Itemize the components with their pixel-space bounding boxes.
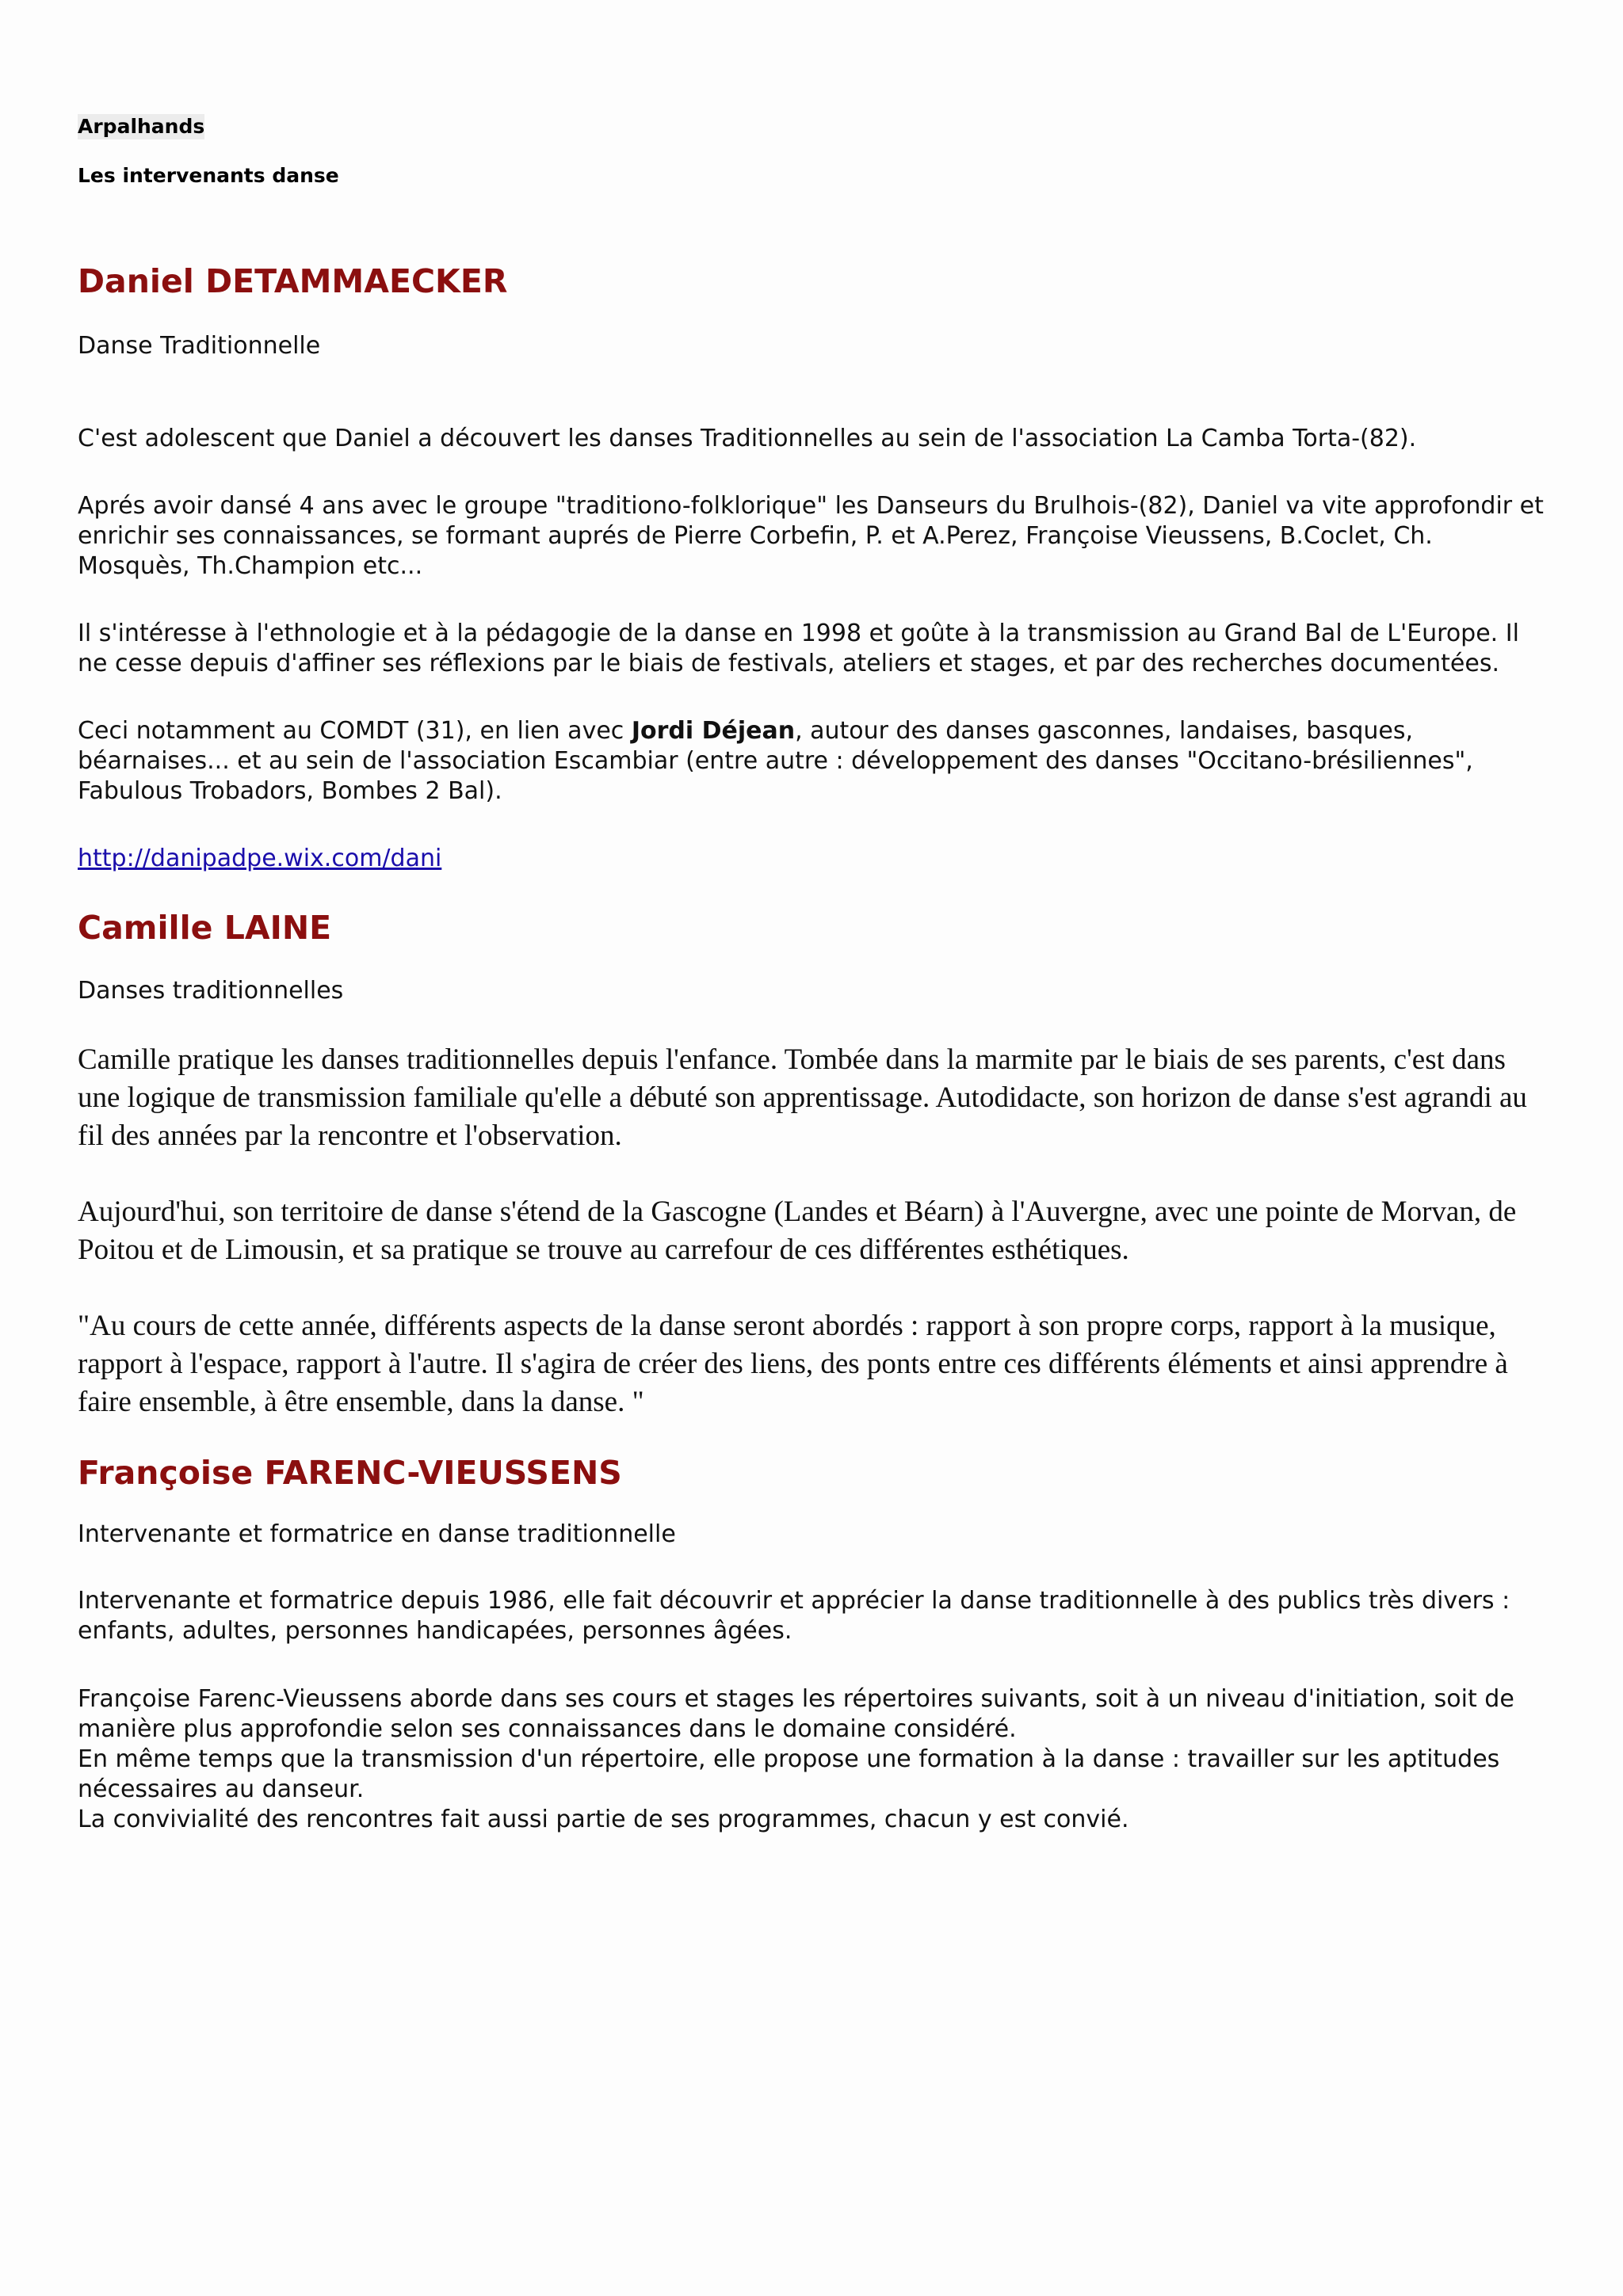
site-name-row bbox=[78, 114, 1552, 139]
person-role: Intervenante et formatrice en danse traditionnelle bbox=[78, 1520, 676, 1548]
paragraph: Il s'intéresse à l'ethnologie et à la pédagogie de la danse en 1998 et goûte à la transmission au Grand Bal de L'Europe. Il ne cesse depuis d'affiner ses réflexions par le biais de festivals, ateliers et stages, et par des recherches documentées. bbox=[78, 620, 1519, 677]
paragraph-text: , autour des danses gasconnes, landaises, basques, béarnaises... et au sein de l'association Escambiar (entre autre : développement des danses "Occitano-brésiliennes", Fabulous Trobadors, Bombes 2 Bal). bbox=[78, 717, 1473, 805]
intervenant-camille bbox=[78, 908, 1552, 1421]
bold-name: Jordi Déjean bbox=[631, 717, 796, 745]
person-name: Françoise FARENC-VIEUSSENS bbox=[78, 1454, 622, 1492]
paragraph: Intervenante et formatrice depuis 1986, elle fait découvrir et apprécier la danse traditionnelle à des publics très divers : enfants, adultes, personnes handicapées, personnes âgées. bbox=[78, 1587, 1510, 1645]
person-name: Daniel DETAMMAECKER bbox=[78, 262, 508, 300]
person-name: Camille LAINE bbox=[78, 909, 332, 947]
paragraph: La convivialité des rencontres fait aussi partie de ses programmes, chacun y est convié. bbox=[78, 1806, 1129, 1833]
paragraph: C'est adolescent que Daniel a découvert les danses Traditionnelles au sein de l'association La Camba Torta-(82). bbox=[78, 425, 1417, 452]
paragraph: Aujourd'hui, son territoire de danse s'étend de la Gascogne (Landes et Béarn) à l'Auvergne, avec une pointe de Morvan, de Poitou et de Limousin, et sa pratique se trouve au carrefour de ces différentes esthétiques. bbox=[78, 1196, 1517, 1266]
paragraph: En même temps que la transmission d'un répertoire, elle propose une formation à la danse : travailler sur les aptitudes nécessaires au danseur. bbox=[78, 1745, 1500, 1803]
page-content bbox=[78, 114, 1552, 1835]
person-role: Danses traditionnelles bbox=[78, 977, 344, 1005]
paragraph: Aprés avoir dansé 4 ans avec le groupe "traditiono-folklorique" les Danseurs du Brulhois-(82), Daniel va vite approfondir et enrichir ses connaissances, se formant auprés de Pierre Corbefin, P. et A.Perez, Françoise Vieussens, B.Coclet, Ch. Mosquès, Th.Champion etc... bbox=[78, 492, 1544, 580]
intervenant-daniel bbox=[78, 261, 1552, 874]
paragraph: Camille pratique les danses traditionnelles depuis l'enfance. Tombée dans la marmite par le biais de ses parents, c'est dans une logique de transmission familiale qu'elle a débuté son apprentissage. Autodidacte, son horizon de danse s'est agrandi au fil des années par la rencontre et l'observation. bbox=[78, 1043, 1527, 1152]
section-title-row bbox=[78, 163, 1552, 189]
paragraph: Françoise Farenc-Vieussens aborde dans ses cours et stages les répertoires suivants, soit à un niveau d'initiation, soit de manière plus approfondie selon ses connaissances dans le domaine considéré. bbox=[78, 1685, 1514, 1743]
site-name[interactable]: Arpalhands bbox=[78, 115, 205, 138]
link-paragraph bbox=[78, 844, 1552, 874]
section-title: Les intervenants danse bbox=[78, 164, 339, 187]
intervenant-francoise bbox=[78, 1453, 1552, 1835]
paragraph: "Au cours de cette année, différents aspects de la danse seront abordés : rapport à son propre corps, rapport à la musique, rapport à l'espace, rapport à l'autre. Il s'agira de créer des liens, des ponts entre ces différents éléments et ainsi apprendre à faire ensemble, à être ensemble, dans la danse. " bbox=[78, 1310, 1508, 1418]
person-role: Danse Traditionnelle bbox=[78, 332, 321, 360]
paragraph-text: Ceci notamment au COMDT (31), en lien avec bbox=[78, 717, 632, 745]
website-link[interactable]: http://danipadpe.wix.com/dani bbox=[78, 845, 442, 872]
paragraph bbox=[78, 716, 1552, 807]
